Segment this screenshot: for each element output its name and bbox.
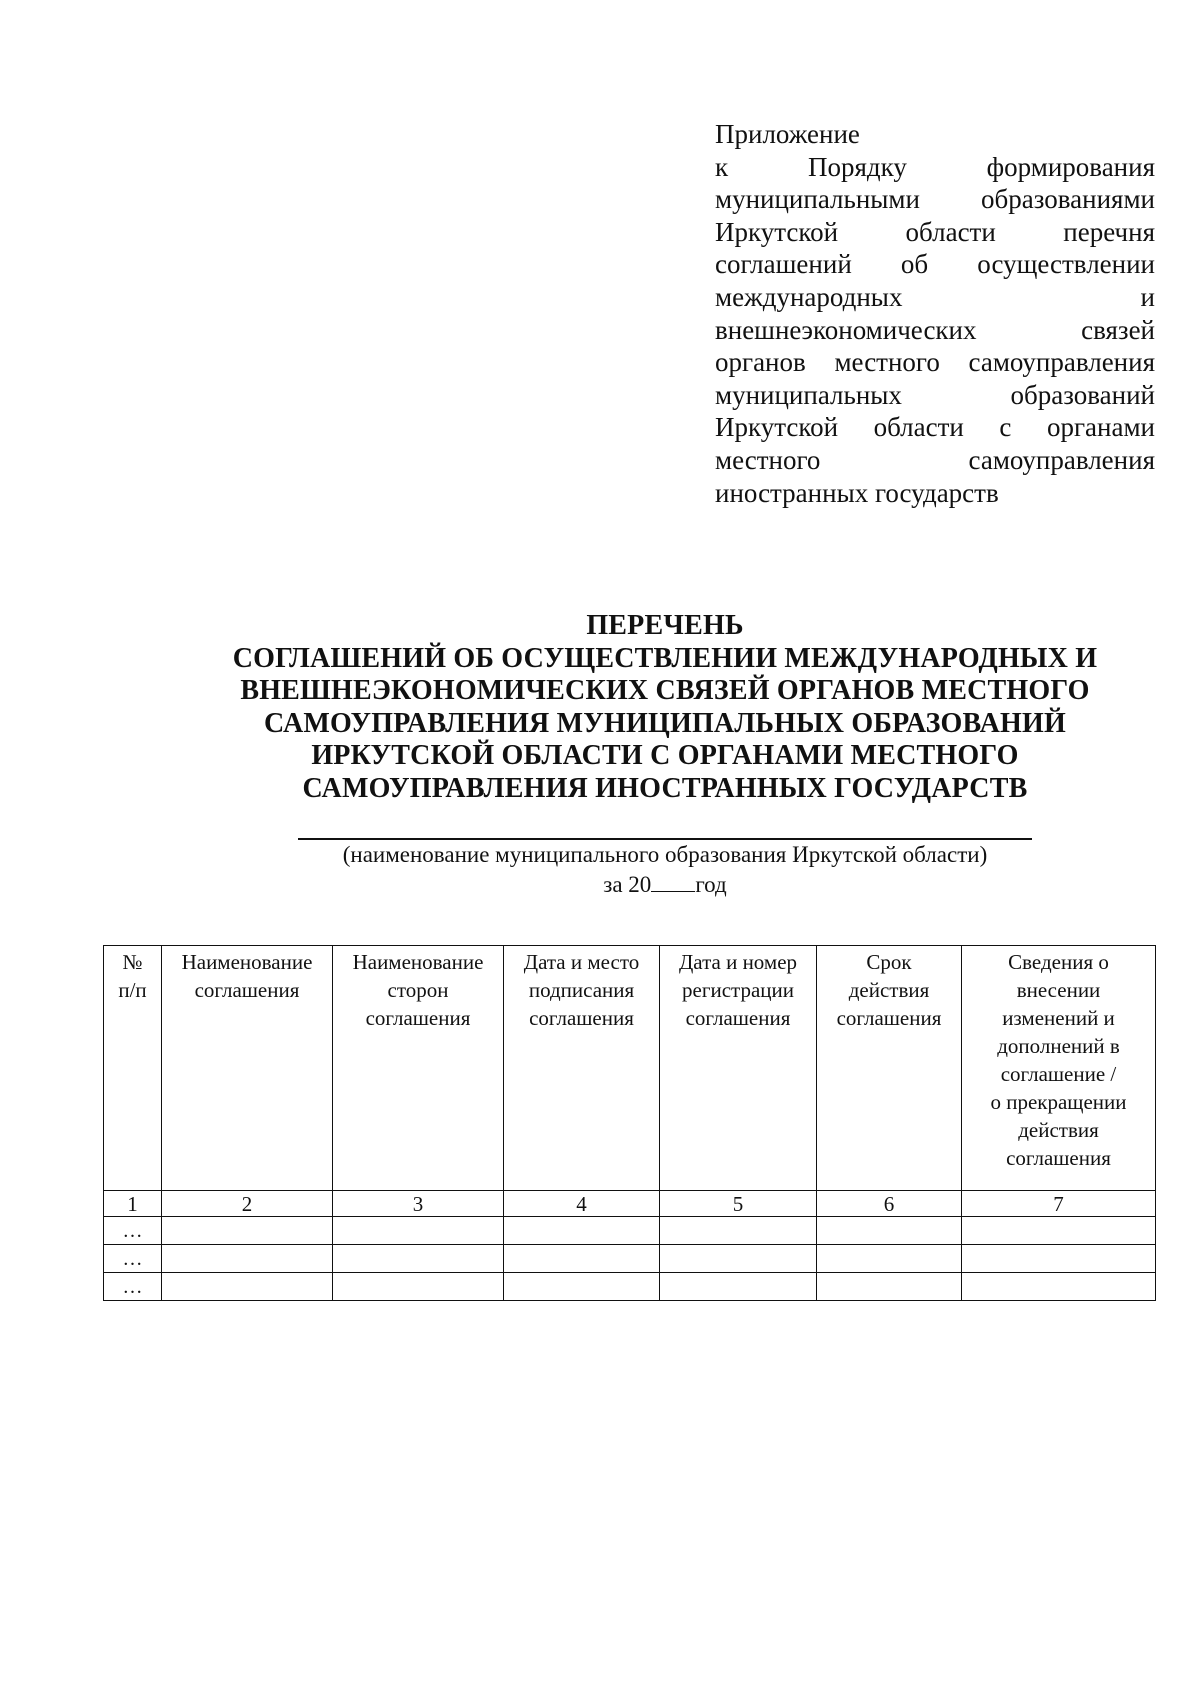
year-blank	[651, 873, 695, 892]
appendix-line: местного самоуправления	[715, 444, 1155, 475]
appendix-block	[715, 118, 1155, 509]
column-number: 3	[333, 1191, 504, 1217]
header-validity: Срок действия соглашения	[817, 946, 962, 1191]
header-row	[104, 946, 1156, 1191]
table-cell	[962, 1273, 1156, 1301]
appendix-line: Иркутской области с органами	[715, 412, 1155, 443]
appendix-line: международных и	[715, 281, 1155, 312]
table-row	[104, 1217, 1156, 1245]
appendix-line: соглашений об осуществлении	[715, 249, 1155, 280]
header-registration: Дата и номер регистрации соглашения	[660, 946, 817, 1191]
appendix-line: муниципальных образований	[715, 379, 1155, 410]
table-cell	[817, 1217, 962, 1245]
table-cell	[962, 1217, 1156, 1245]
table-cell	[162, 1245, 333, 1273]
appendix-line: органов местного самоуправления	[715, 347, 1155, 378]
title-line: ИРКУТСКОЙ ОБЛАСТИ С ОРГАНАМИ МЕСТНОГО	[311, 740, 1019, 771]
period-suffix: год	[695, 872, 727, 897]
appendix-line: Иркутской области перечня	[715, 216, 1155, 247]
column-number: 5	[660, 1191, 817, 1217]
table-cell	[962, 1245, 1156, 1273]
column-number: 1	[104, 1191, 162, 1217]
appendix-line: к Порядку формирования	[715, 151, 1155, 182]
title-line: САМОУПРАВЛЕНИЯ ИНОСТРАННЫХ ГОСУДАРСТВ	[302, 772, 1028, 804]
appendix-line: Приложение	[715, 119, 860, 149]
table-cell	[162, 1217, 333, 1245]
header-agreement-name: Наименование соглашения	[162, 946, 333, 1191]
table-row	[104, 1245, 1156, 1273]
table-cell	[504, 1245, 660, 1273]
table-cell	[817, 1273, 962, 1301]
table-cell	[817, 1245, 962, 1273]
column-number: 6	[817, 1191, 962, 1217]
table-cell	[660, 1245, 817, 1273]
header-number: № п/п	[104, 946, 162, 1191]
table-row	[104, 1273, 1156, 1301]
municipality-caption: (наименование муниципального образования Иркутской области)	[342, 842, 988, 867]
column-number: 4	[504, 1191, 660, 1217]
header-parties: Наименование сторон соглашения	[333, 946, 504, 1191]
report-period	[298, 871, 1032, 899]
title-line: САМОУПРАВЛЕНИЯ МУНИЦИПАЛЬНЫХ ОБРАЗОВАНИЙ	[263, 707, 1066, 739]
header-signing-date-place: Дата и место подписания соглашения	[504, 946, 660, 1191]
column-number: 2	[162, 1191, 333, 1217]
period-prefix: за 20	[603, 872, 652, 897]
title-line: ВНЕШНЕЭКОНОМИЧЕСКИХ СВЯЗЕЙ ОРГАНОВ МЕСТНОГО	[240, 675, 1090, 706]
table-cell	[504, 1217, 660, 1245]
header-amendments: Сведения о внесении изменений и дополнений в соглашение / о прекращении действия соглашения	[962, 946, 1156, 1191]
title-line: ПЕРЕЧЕНЬ	[586, 610, 744, 641]
table-cell	[333, 1217, 504, 1245]
appendix-line: иностранных государств	[715, 477, 999, 508]
title-line: СОГЛАШЕНИЙ ОБ ОСУЩЕСТВЛЕНИИ МЕЖДУНАРОДНЫХ И	[232, 642, 1098, 674]
table-cell	[660, 1273, 817, 1301]
document-title	[120, 610, 1200, 805]
table-cell: …	[104, 1217, 162, 1245]
column-number: 7	[962, 1191, 1156, 1217]
municipality-name-rule	[298, 838, 1032, 840]
table-cell	[660, 1217, 817, 1245]
table-cell	[162, 1273, 333, 1301]
agreements-table	[103, 945, 1156, 1301]
table-cell: …	[104, 1273, 162, 1301]
appendix-line: муниципальными образованиями	[715, 184, 1155, 215]
table-cell	[333, 1273, 504, 1301]
table-cell	[504, 1273, 660, 1301]
column-numbers-row	[104, 1191, 1156, 1217]
table-cell	[333, 1245, 504, 1273]
table-cell: …	[104, 1245, 162, 1273]
appendix-line: внешнеэкономических связей	[715, 314, 1155, 345]
